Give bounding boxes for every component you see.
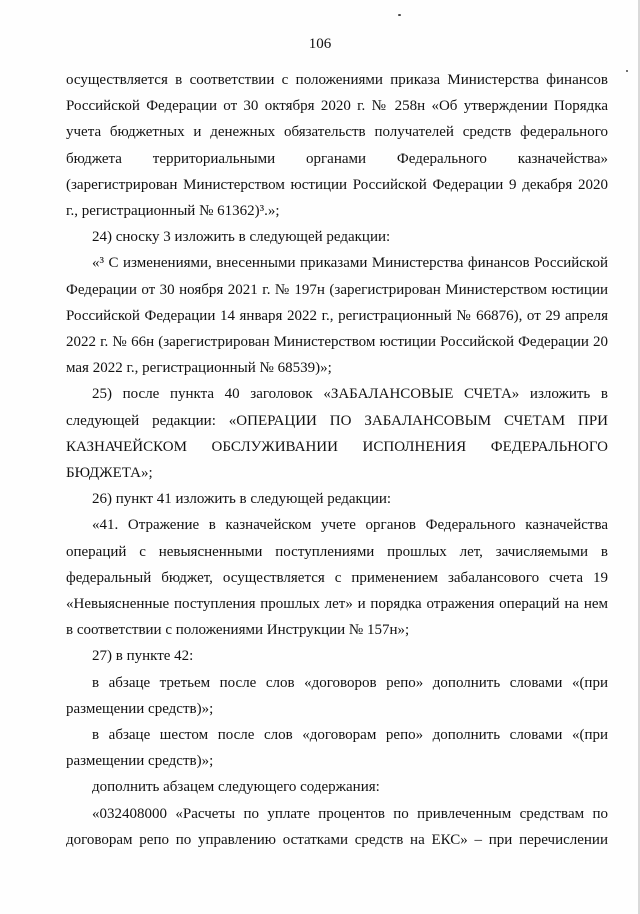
page-number: 106 <box>308 36 332 52</box>
document-body <box>66 67 608 853</box>
paragraph-abzac-3: в абзаце третьем после слов «договоров репо» дополнить словами «(при размещении средств)»; <box>66 674 608 717</box>
paragraph-continuation: осуществляется в соответствии с положениями приказа Министерства финансов Российской Федерации от 30 октября 2020 г. № 258н «Об утверждении Порядка учета бюджетных и денежных обязательств получателей средств федерального бюджета территориальными органами Федерального казначейства» (зарегистрирован Министерством юстиции Российской Федерации 9 декабря 2020 г., регистрационный № 61362)³.»; <box>66 72 608 220</box>
scan-speck <box>398 14 401 16</box>
paragraph-item-41: «41. Отражение в казначейском учете органов Федерального казначейства операций с невыясненными поступлениями прошлых лет, зачисляемыми в федеральный бюджет, осуществляется с применением забалансового счета 19 «Невыясненные поступления прошлых лет» и порядка отражения операций на нем в соответствии с положениями Инструкции № 157н»; <box>66 517 608 639</box>
paragraph-account-032408000: «032408000 «Расчеты по уплате процентов по привлеченным средствам по договорам репо по управлению остатками средств на ЕКС» – при перечислении <box>66 805 608 848</box>
paragraph-item-24: 24) сноску 3 изложить в следующей редакции: <box>92 229 391 246</box>
paragraph-add-abzac: дополнить абзацем следующего содержания: <box>92 779 380 796</box>
scan-speck <box>626 70 628 72</box>
paragraph-item-26: 26) пункт 41 изложить в следующей редакции: <box>92 491 392 508</box>
paragraph-item-27: 27) в пункте 42: <box>92 648 194 665</box>
paragraph-item-25: 25) после пункта 40 заголовок «ЗАБАЛАНСОВЫЕ СЧЕТА» изложить в следующей редакции: «ОПЕРАЦИИ ПО ЗАБАЛАНСОВЫМ СЧЕТАМ ПРИ КАЗНАЧЕЙСКОМ ОБСЛУЖИВАНИИ ИСПОЛНЕНИЯ ФЕДЕРАЛЬНОГО БЮДЖЕТА»; <box>66 386 608 482</box>
paragraph-footnote-3: «³ С изменениями, внесенными приказами Министерства финансов Российской Федерации от 30 ноября 2021 г. № 197н (зарегистрирован Министерством юстиции Российской Федерации 14 января 2022 г., регистрационный № 66876), от 29 апреля 2022 г. № 66н (зарегистрирован Министерством юстиции Российской Федерации 20 мая 2022 г., регистрационный № 68539)»; <box>66 255 608 377</box>
paragraph-abzac-6: в абзаце шестом после слов «договорам репо» дополнить словами «(при размещении средств)»; <box>66 727 608 770</box>
